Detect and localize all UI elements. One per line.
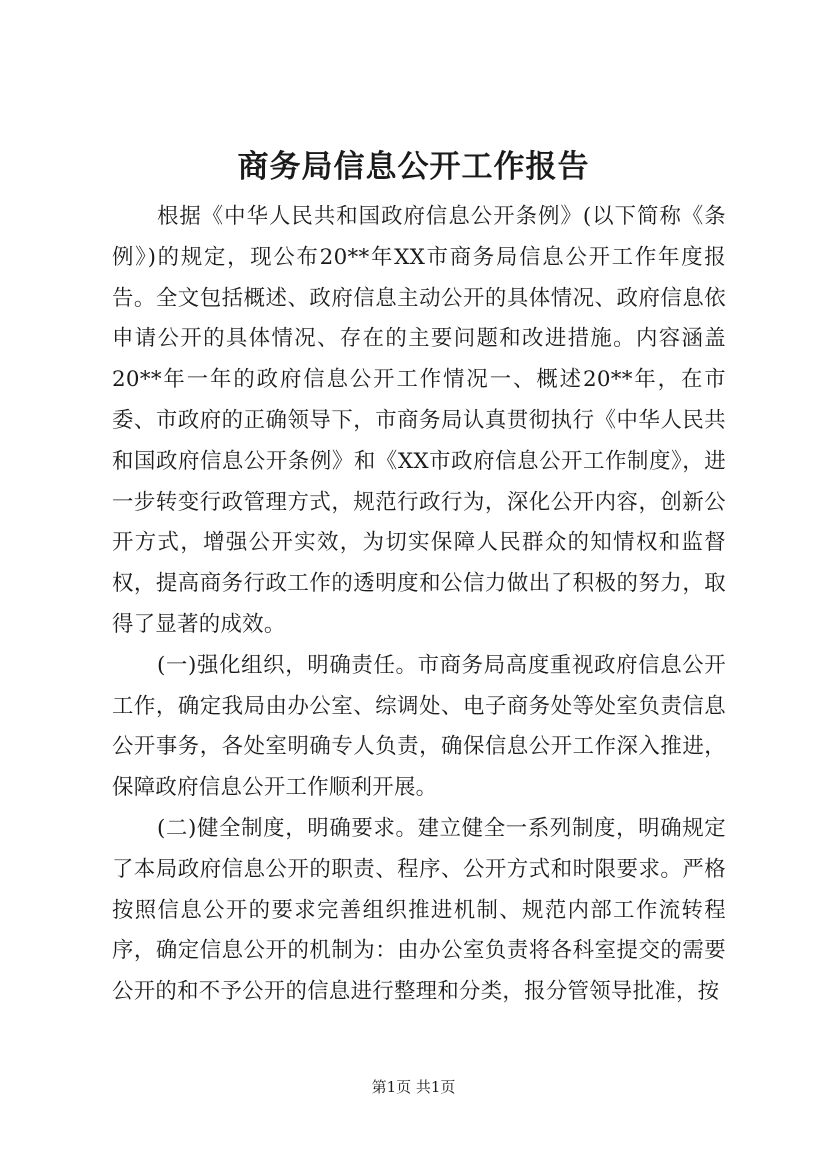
document-title: 商务局信息公开工作报告: [237, 149, 590, 185]
paragraph-overview: 根据《中华人民共和国政府信息公开条例》(以下简称《条例》)的规定，现公布20**年XX市商务局信息公开工作年度报告。全文包括概述、政府信息主动公开的具体情况、政府信息依申请公开的具体情况、存在的主要问题和改进措施。内容涵盖20**年一年的政府信息公开工作情况一、概述20**年，在市委、市政府的正确领导下，市商务局认真贯彻执行《中华人民共和国政府信息公开条例》和《XX市政府信息公开工作制度》，进一步转变行政管理方式，规范行政行为，深化公开内容，创新公开方式，增强公开实效，为切实保障人民群众的知情权和监督权，提高商务行政工作的透明度和公信力做出了积极的努力，取得了显著的成效。: [112, 204, 726, 637]
document-body: [112, 197, 726, 1013]
paragraph-organization: (一)强化组织，明确责任。市商务局高度重视政府信息公开工作，确定我局由办公室、综调处、电子商务处等处室负责信息公开事务，各处室明确专人负责，确保信息公开工作深入推进，保障政府信息公开工作顺利开展。: [112, 652, 726, 801]
page-footer: 第1页 共1页: [371, 1078, 456, 1096]
paragraph-system: (二)健全制度，明确要求。建立健全一系列制度，明确规定了本局政府信息公开的职责、程序、公开方式和时限要求。严格按照信息公开的要求完善组织推进机制、规范内部工作流转程序，确定信息公开的机制为：由办公室负责将各科室提交的需要公开的和不予公开的信息进行整理和分类，报分管领导批准，按: [112, 815, 726, 1005]
